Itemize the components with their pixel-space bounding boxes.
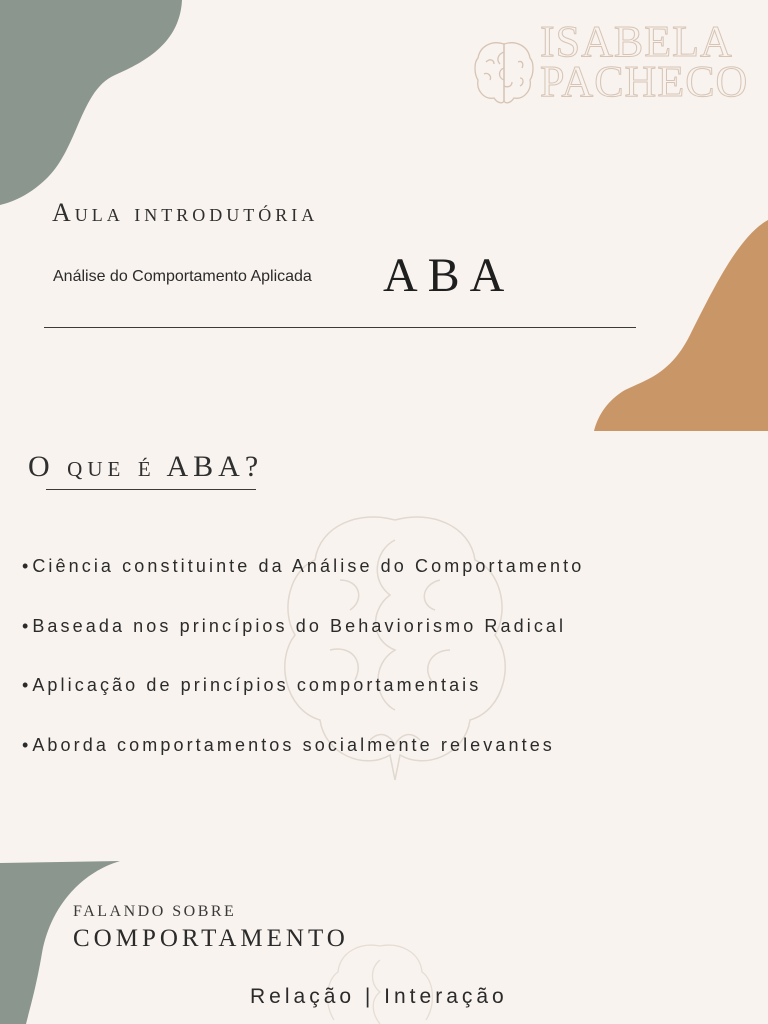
footer-tagline: Relação | Interação	[250, 985, 508, 1008]
list-item-text: Aborda comportamentos socialmente relevantes	[32, 734, 555, 755]
abbreviation-title: ABA	[383, 249, 515, 302]
brand-logo	[540, 17, 749, 106]
list-item: • Ciência constituinte da Análise do Comportamento	[22, 556, 585, 576]
lesson-kicker: Aula introdutória	[52, 198, 319, 227]
brand-name-line1: ISABELA	[540, 17, 733, 66]
brain-icon	[472, 38, 536, 108]
lesson-subtitle: Análise do Comportamento Aplicada	[53, 268, 312, 285]
list-item: • Aplicação de princípios comportamentais	[22, 675, 482, 696]
footer-big-label: COMPORTAMENTO	[73, 925, 349, 952]
footer-small-label: FALANDO SOBRE	[73, 903, 237, 920]
list-item: • Aborda comportamentos socialmente relevantes	[22, 734, 555, 755]
question-underline	[46, 489, 256, 490]
list-item-text: Baseada nos princípios do Behaviorismo Radical	[32, 615, 567, 636]
right-terracotta-blob	[590, 215, 768, 435]
header-divider	[44, 327, 636, 328]
list-item-text: Ciência constituinte da Análise do Comportamento	[32, 556, 585, 576]
top-left-sage-blob	[0, 0, 190, 210]
list-item: • Baseada nos princípios do Behaviorismo Radical	[22, 615, 567, 636]
bullet-list	[22, 556, 584, 794]
list-item-text: Aplicação de princípios comportamentais	[32, 675, 482, 696]
section-question: O que é ABA?	[28, 450, 264, 483]
brand-name-line2: PACHECO	[540, 57, 749, 106]
